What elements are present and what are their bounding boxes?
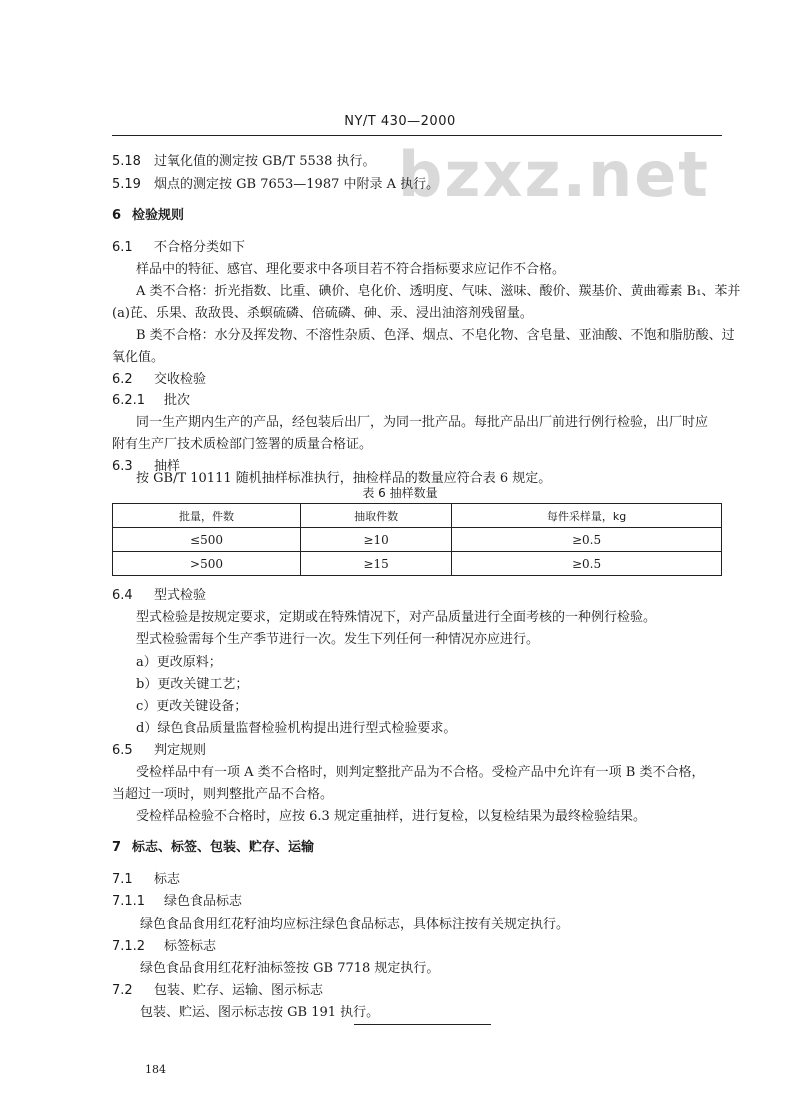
clause-number: 5.19 (112, 177, 141, 192)
clause-number: 5.18 (112, 154, 141, 169)
clause-number: 6.2 (112, 372, 133, 387)
clause-6-2 (112, 368, 206, 387)
paragraph: 型式检验是按规定要求，定期或在特殊情况下，对产品质量进行全面考核的一种例行检验。 (136, 610, 657, 625)
table-row (113, 528, 722, 552)
clause-title: 绿色食品标志 (164, 894, 243, 909)
clause-title: 不合格分类如下 (154, 240, 246, 255)
paragraph: 按 GB/T 10111 随机抽样标准执行，抽检样品的数量应符合表 6 规定。 (136, 471, 552, 486)
clause-title: 批次 (164, 393, 191, 408)
paragraph-continuation: 氧化值。 (112, 350, 165, 365)
standard-number-header: NY/T 430—2000 (344, 114, 456, 129)
list-item: b）更改关键工艺； (136, 677, 249, 692)
table-cell: ≥0.5 (452, 528, 722, 552)
paragraph-continuation: 当超过一项时，则判整批产品不合格。 (112, 787, 334, 802)
paragraph: B 类不合格：水分及挥发物、不溶性杂质、色泽、烟点、不皂化物、含皂量、亚油酸、不饱和脂肪酸、过 (136, 328, 735, 343)
clause-title: 包装、贮存、运输、图示标志 (154, 983, 324, 998)
clause-number: 6.5 (112, 743, 133, 758)
clause-number: 6.4 (112, 588, 133, 603)
table-title: 表 6 抽样数量 (362, 486, 438, 500)
section-number: 6 (112, 208, 122, 223)
table-header-cell: 抽取件数 (301, 504, 452, 528)
paragraph: 绿色食品食用红花籽油标签按 GB 7718 规定执行。 (140, 961, 440, 976)
clause-title: 抽样 (154, 459, 181, 474)
clause-number: 7.1.1 (112, 894, 146, 909)
table-header-cell: 批量，件数 (113, 504, 301, 528)
table-cell: >500 (113, 552, 301, 576)
paragraph-continuation: 附有生产厂技术质检部门签署的质量合格证。 (112, 437, 373, 452)
end-rule (354, 1024, 491, 1025)
clause-5-19 (112, 173, 439, 192)
clause-6-1 (112, 236, 245, 255)
clause-7-1-1 (112, 890, 242, 909)
clause-7-2 (112, 979, 323, 998)
sampling-table (112, 503, 722, 576)
header-rule (112, 135, 722, 136)
clause-text: 过氧化值的测定按 GB/T 5538 执行。 (154, 154, 376, 169)
clause-title: 交收检验 (154, 372, 207, 387)
paragraph: 样品中的特征、感官、理化要求中各项目若不符合指标要求应记作不合格。 (136, 262, 566, 277)
clause-6-5 (112, 739, 206, 758)
paragraph: 绿色食品食用红花籽油均应标注绿色食品标志，具体标注按有关规定执行。 (140, 917, 570, 932)
paragraph: 同一生产期内生产的产品，经包装后出厂，为同一批产品。每批产品出厂前进行例行检验，出厂时应 (136, 415, 709, 430)
section-number: 7 (112, 840, 122, 855)
clause-7-1 (112, 868, 180, 887)
paragraph: 受检样品中有一项 A 类不合格时，则判定整批产品为不合格。受检产品中允许有一项 B 类不合格， (136, 765, 705, 780)
section-6-heading (112, 204, 184, 223)
paragraph-continuation: (a)芘、乐果、敌敌畏、杀螟硫磷、倍硫磷、砷、汞、浸出油溶剂残留量。 (112, 306, 533, 321)
paragraph: A 类不合格：折光指数、比重、碘价、皂化价、透明度、气味、滋味、酸价、羰基价、黄曲霉素 B₁、苯并 (136, 284, 741, 299)
table-cell: ≥15 (301, 552, 452, 576)
paragraph: 包装、贮运、图示标志按 GB 191 执行。 (140, 1005, 380, 1020)
clause-7-1-2 (112, 935, 216, 954)
paragraph: 受检样品检验不合格时，应按 6.3 规定重抽样，进行复检，以复检结果为最终检验结果。 (136, 809, 646, 824)
table-row (113, 552, 722, 576)
clause-number: 6.2.1 (112, 393, 146, 408)
table-cell: ≥0.5 (452, 552, 722, 576)
table-cell: ≥10 (301, 528, 452, 552)
list-item: a）更改原料； (136, 655, 222, 670)
clause-number: 7.2 (112, 983, 133, 998)
watermark: bzxz.net (398, 138, 710, 211)
clause-title: 型式检验 (154, 588, 207, 603)
table-header-cell: 每件采样量，kg (452, 504, 722, 528)
clause-6-2-1 (112, 389, 190, 408)
list-item: d）绿色食品质量监督检验机构提出进行型式检验要求。 (136, 721, 457, 736)
clause-title: 标签标志 (164, 939, 217, 954)
list-item: c）更改关键设备； (136, 699, 248, 714)
paragraph: 型式检验需每个生产季节进行一次。发生下列任何一种情况亦应进行。 (136, 632, 540, 647)
page-number: 184 (145, 1063, 166, 1076)
clause-title: 判定规则 (154, 743, 207, 758)
clause-number: 7.1.2 (112, 939, 146, 954)
clause-title: 标志 (154, 872, 181, 887)
section-title: 标志、标签、包装、贮存、运输 (132, 840, 315, 855)
clause-5-18 (112, 150, 375, 169)
clause-number: 7.1 (112, 872, 133, 887)
clause-number: 6.3 (112, 459, 133, 474)
clause-6-4 (112, 584, 206, 603)
clause-text: 烟点的测定按 GB 7653—1987 中附录 A 执行。 (154, 177, 440, 192)
section-7-heading (112, 836, 314, 855)
section-title: 检验规则 (132, 208, 185, 223)
clause-number: 6.1 (112, 240, 133, 255)
table-header-row (113, 504, 722, 528)
table-cell: ≤500 (113, 528, 301, 552)
